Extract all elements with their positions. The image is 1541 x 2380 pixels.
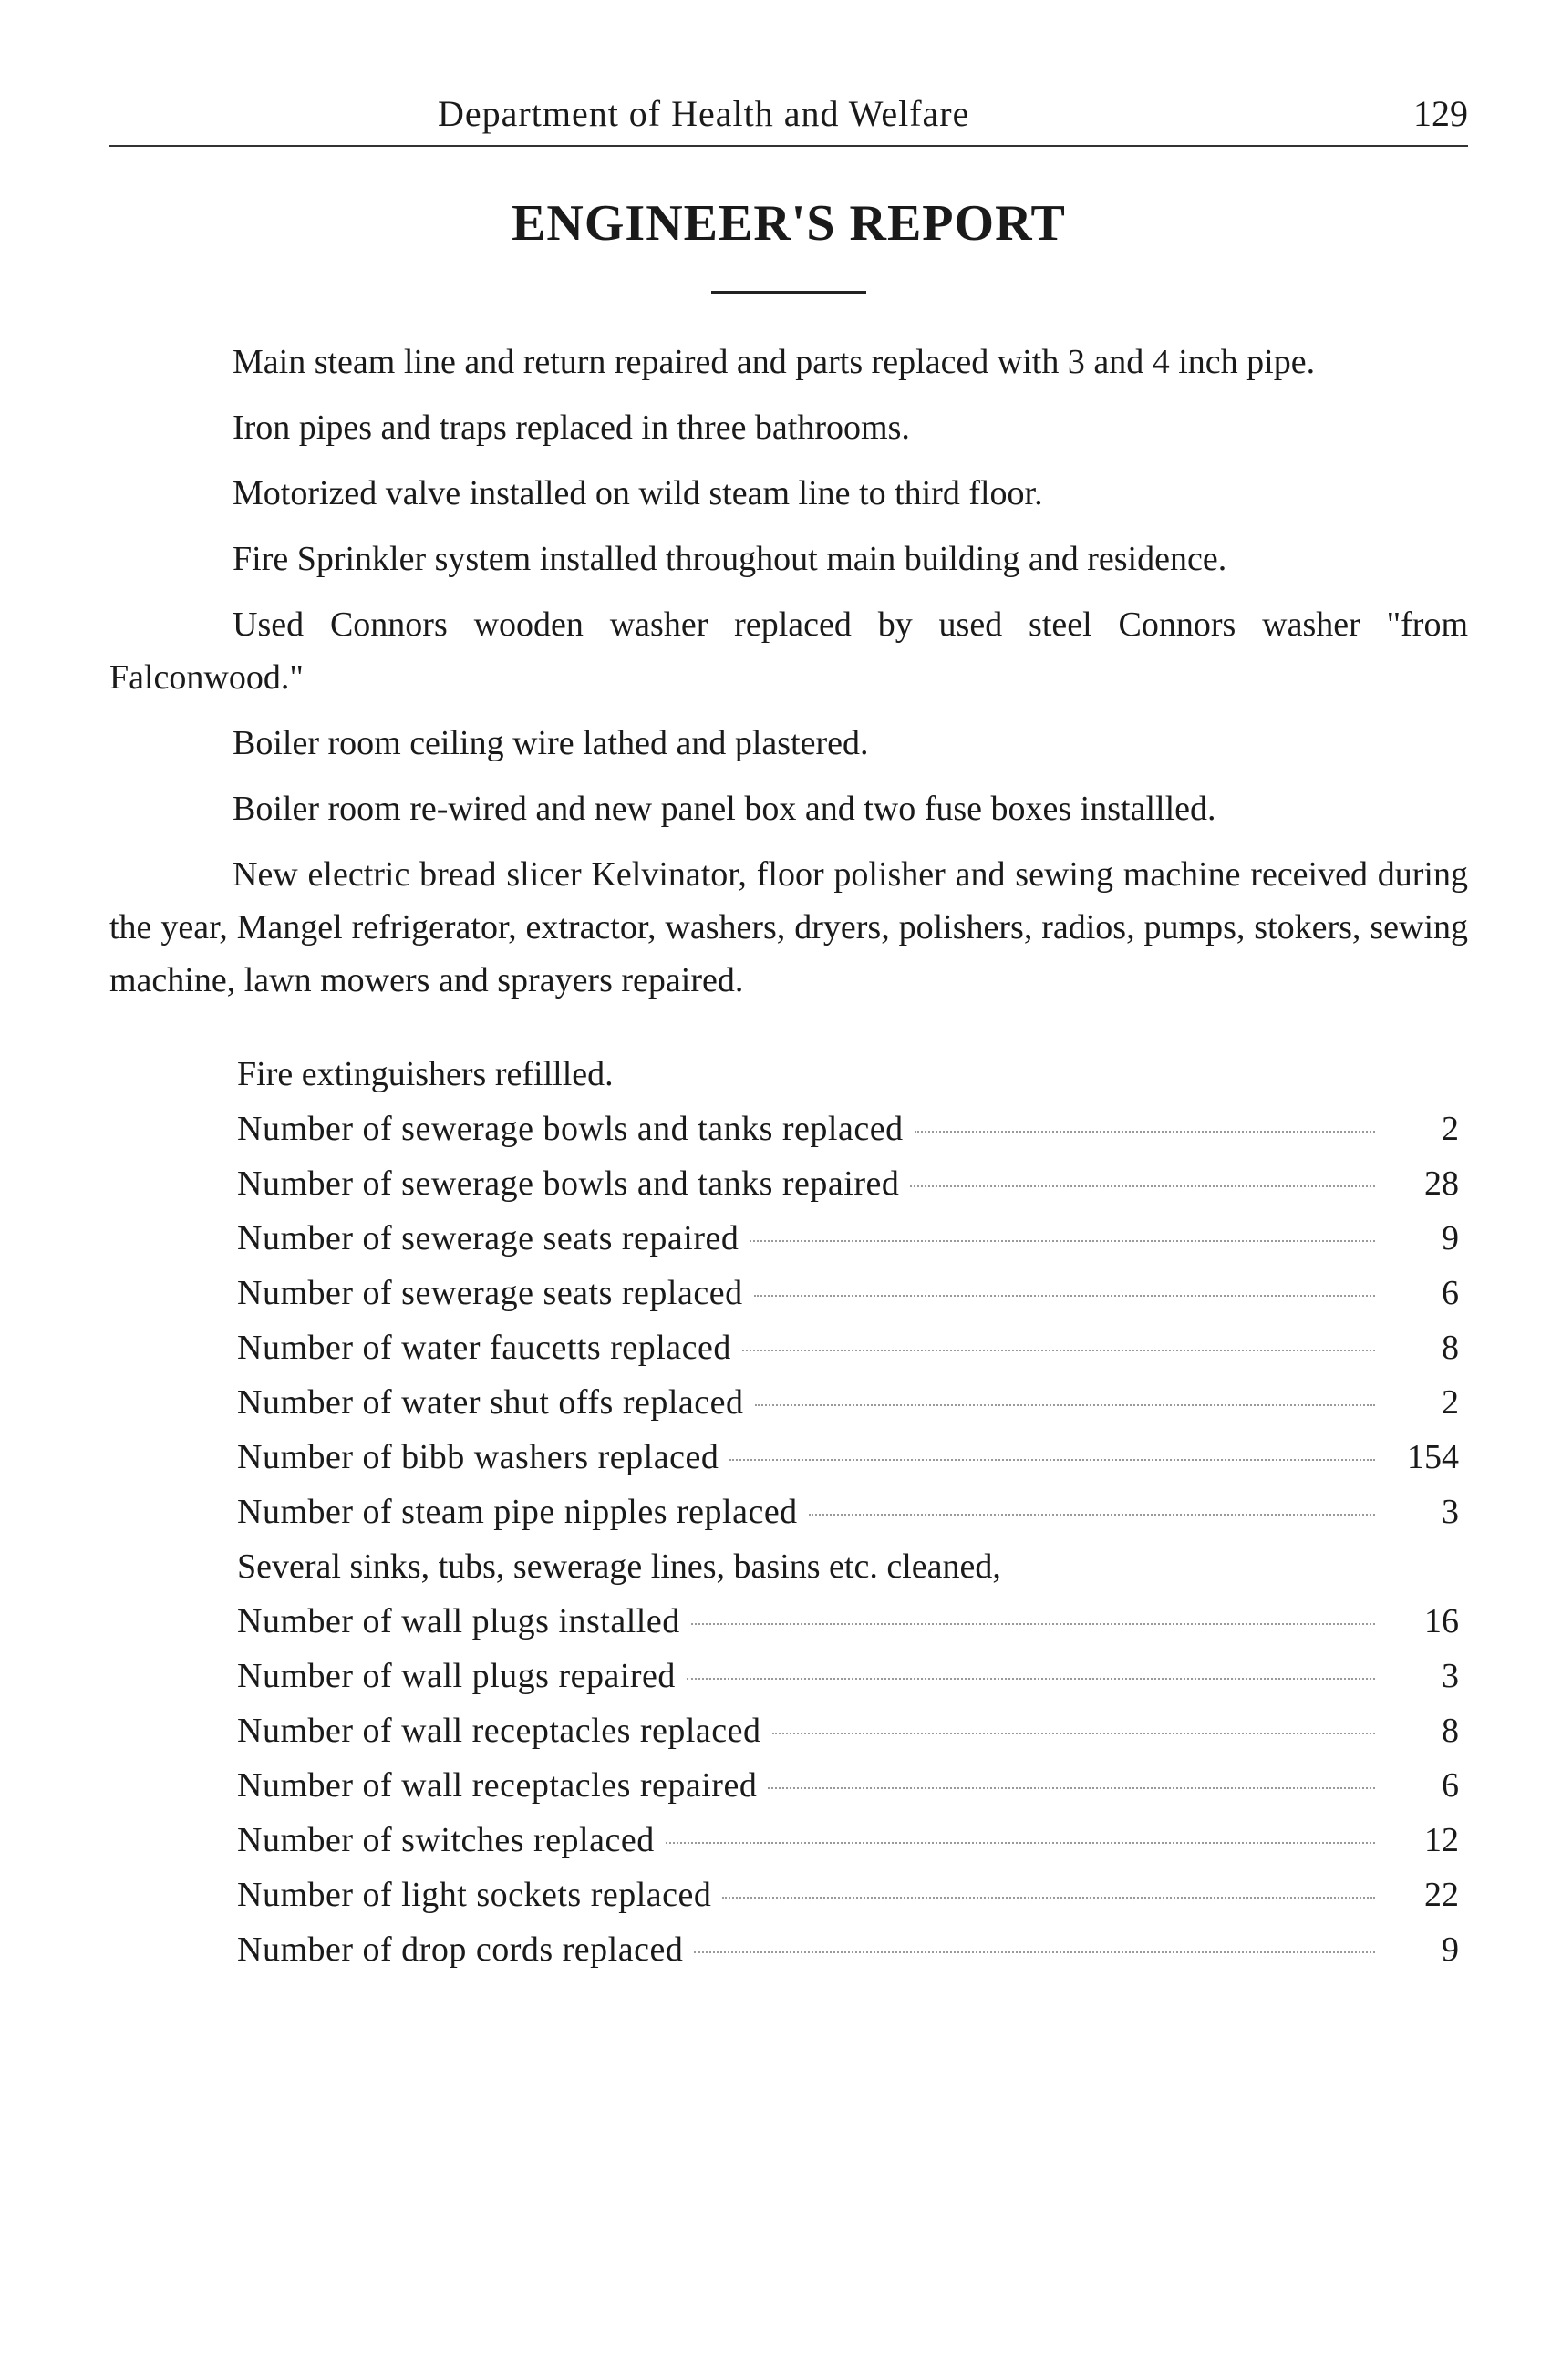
dot-leader xyxy=(687,1678,1375,1680)
dot-leader xyxy=(755,1404,1376,1406)
dot-leader xyxy=(809,1514,1375,1516)
count-label: Number of bibb washers replaced xyxy=(237,1438,719,1476)
count-value: 16 xyxy=(1424,1602,1459,1640)
count-label: Number of wall receptacles replaced xyxy=(237,1712,761,1750)
count-value: 28 xyxy=(1424,1164,1459,1203)
extinguishers-note: Fire extinguishers refillled. xyxy=(237,1055,614,1093)
count-label: Number of sewerage seats replaced xyxy=(237,1274,743,1312)
dot-leader xyxy=(722,1897,1375,1899)
running-title: Department of Health and Welfare xyxy=(438,93,970,134)
count-row xyxy=(237,1375,1459,1430)
dot-leader xyxy=(750,1240,1375,1242)
count-row xyxy=(237,1868,1459,1922)
count-label: Number of steam pipe nipples replaced xyxy=(237,1493,798,1531)
paragraph: Boiler room re-wired and new panel box and two fuse boxes installled. xyxy=(233,790,1216,828)
count-label: Number of sewerage bowls and tanks replaced xyxy=(237,1110,904,1148)
dot-leader xyxy=(666,1842,1375,1844)
count-row xyxy=(237,1102,1459,1156)
dot-leader xyxy=(694,1951,1375,1953)
report-page xyxy=(109,87,1468,1977)
title-divider xyxy=(711,291,866,294)
count-value: 22 xyxy=(1424,1876,1459,1914)
count-row xyxy=(237,1211,1459,1266)
count-value: 9 xyxy=(1442,1930,1459,1969)
count-row xyxy=(237,1922,1459,1977)
count-value: 6 xyxy=(1442,1274,1459,1312)
count-row xyxy=(237,1156,1459,1211)
count-label: Number of water faucetts replaced xyxy=(237,1329,731,1367)
count-value: 154 xyxy=(1407,1438,1459,1476)
dot-leader xyxy=(729,1459,1375,1461)
count-row xyxy=(237,1266,1459,1320)
dot-leader xyxy=(910,1185,1375,1187)
paragraph: Main steam line and return repaired and parts replaced with 3 and 4 inch pipe. xyxy=(233,343,1316,381)
count-value: 3 xyxy=(1442,1493,1459,1531)
count-label: Number of wall receptacles repaired xyxy=(237,1766,758,1805)
count-row xyxy=(237,1649,1459,1703)
count-row xyxy=(237,1758,1459,1813)
count-value: 6 xyxy=(1442,1766,1459,1805)
paragraph: Iron pipes and traps replaced in three bathrooms. xyxy=(233,409,910,447)
dot-leader xyxy=(754,1295,1375,1297)
count-row xyxy=(237,1320,1459,1375)
dot-leader xyxy=(768,1787,1375,1789)
count-row xyxy=(237,1485,1459,1539)
count-label: Number of wall plugs repaired xyxy=(237,1657,676,1695)
count-value: 12 xyxy=(1424,1821,1459,1859)
paragraph: Motorized valve installed on wild steam line to third floor. xyxy=(233,474,1043,512)
count-value: 8 xyxy=(1442,1329,1459,1367)
paragraph: Fire Sprinkler system installed throughout main building and residence. xyxy=(233,540,1227,578)
report-title: ENGINEER'S REPORT xyxy=(512,195,1066,252)
count-label: Number of wall plugs installed xyxy=(237,1602,680,1640)
count-value: 3 xyxy=(1442,1657,1459,1695)
count-value: 2 xyxy=(1442,1110,1459,1148)
count-label: Number of sewerage bowls and tanks repaired xyxy=(237,1164,900,1203)
count-label: Number of water shut offs replaced xyxy=(237,1383,744,1422)
paragraph: Boiler room ceiling wire lathed and plastered. xyxy=(233,724,869,762)
count-value: 8 xyxy=(1442,1712,1459,1750)
count-value: 9 xyxy=(1442,1219,1459,1257)
paragraph: Used Connors wooden washer replaced by used steel Connors washer "from Falconwood." xyxy=(109,605,1468,697)
count-label: Number of light sockets replaced xyxy=(237,1876,712,1914)
report-paragraphs xyxy=(109,336,1468,1007)
cleaning-note: Several sinks, tubs, sewerage lines, basins etc. cleaned, xyxy=(237,1547,1001,1586)
count-row xyxy=(237,1703,1459,1758)
running-header xyxy=(109,87,1468,147)
dot-leader xyxy=(915,1131,1375,1133)
dot-leader xyxy=(742,1350,1375,1351)
dot-leader xyxy=(691,1623,1375,1625)
count-value: 2 xyxy=(1442,1383,1459,1422)
paragraph: New electric bread slicer Kelvinator, floor polisher and sewing machine received during the year, Mangel refrigerator, extractor, washers, dryers, polishers, radios, pumps, stokers, sewing machine, lawn mowers and sprayers repaired. xyxy=(109,855,1468,999)
count-row xyxy=(237,1430,1459,1485)
count-label: Number of switches replaced xyxy=(237,1821,655,1859)
count-row xyxy=(237,1813,1459,1868)
count-label: Number of sewerage seats repaired xyxy=(237,1219,739,1257)
count-row xyxy=(237,1594,1459,1649)
repair-counts-list xyxy=(109,1047,1468,1977)
count-label: Number of drop cords replaced xyxy=(237,1930,684,1969)
dot-leader xyxy=(772,1733,1375,1734)
page-number: 129 xyxy=(1413,93,1468,134)
